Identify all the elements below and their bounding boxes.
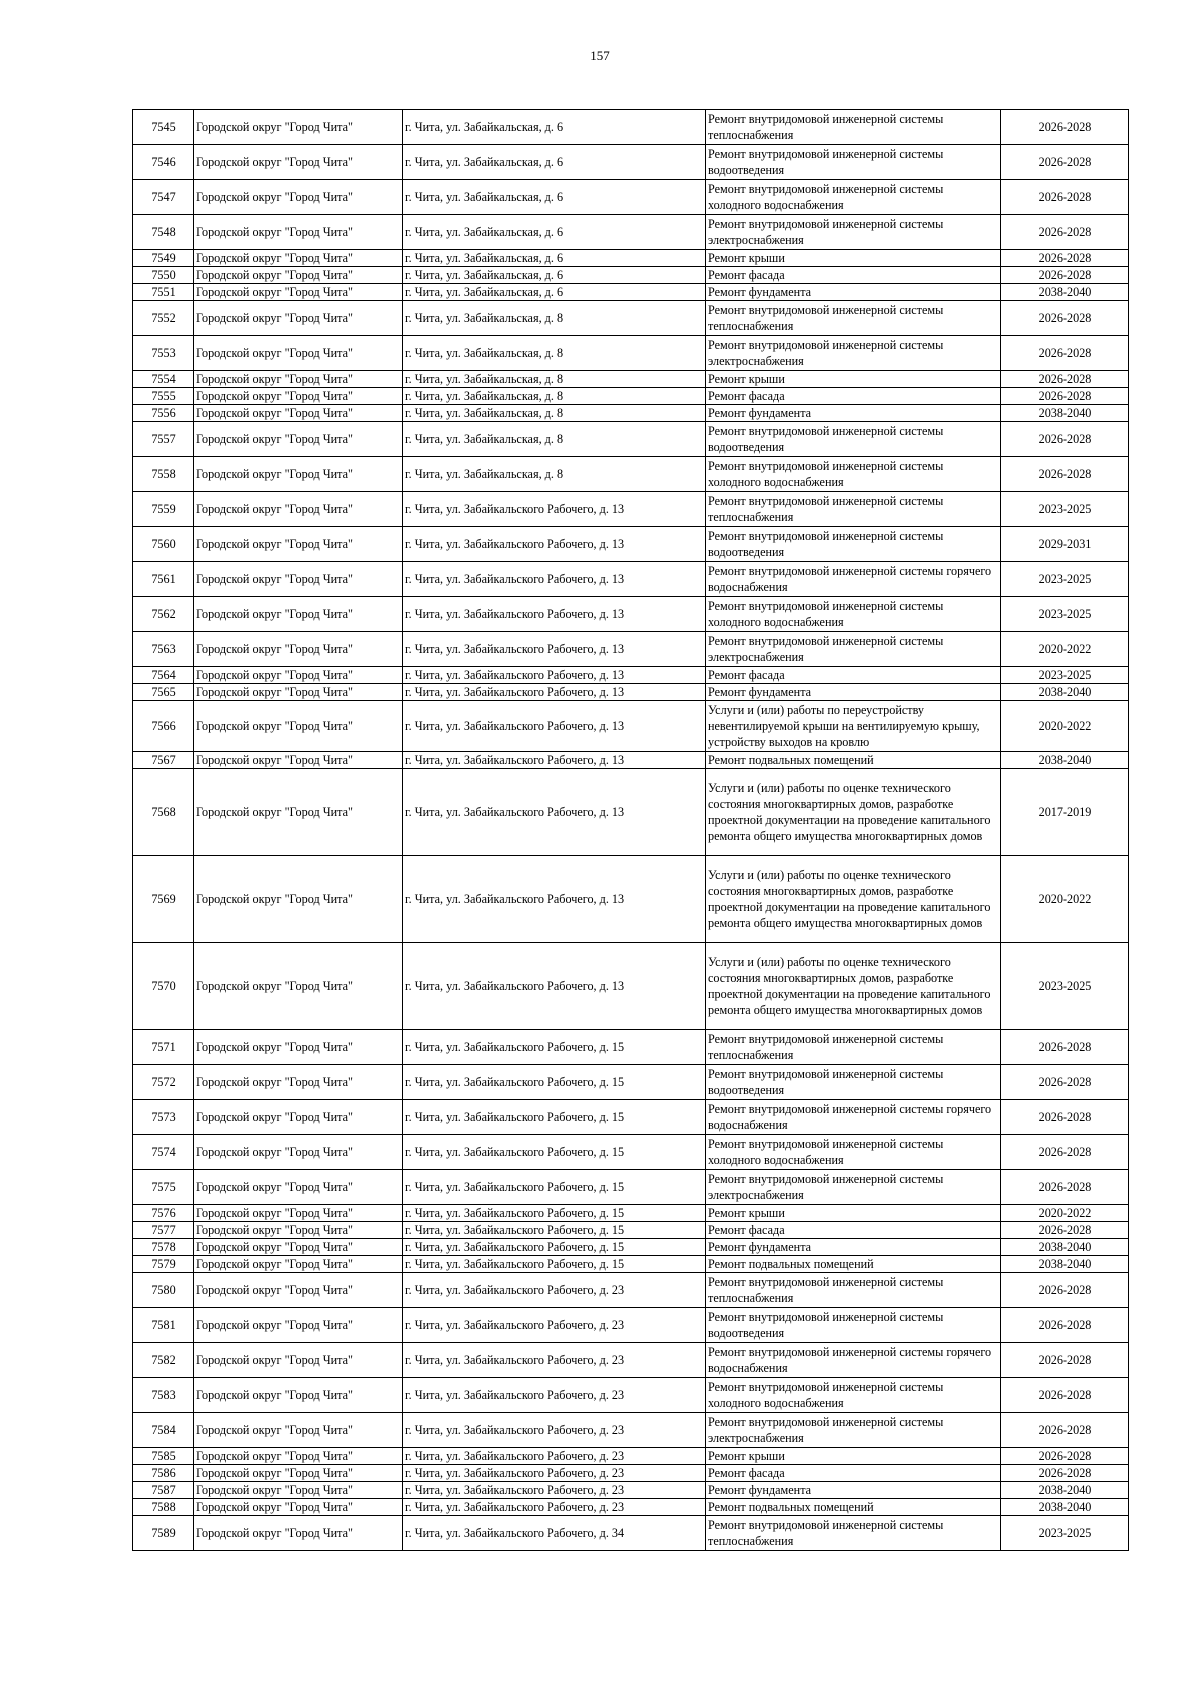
row-number: 7557 [133,422,194,457]
period-cell: 2026-2028 [1001,336,1129,371]
table-row [133,1065,1129,1100]
address-cell: г. Чита, ул. Забайкальского Рабочего, д. 15 [403,1239,706,1256]
work-type-cell: Ремонт внутридомовой инженерной системы теплоснабжения [706,110,1001,145]
work-type-cell: Ремонт внутридомовой инженерной системы горячего водоснабжения [706,1343,1001,1378]
work-type-cell: Ремонт внутридомовой инженерной системы водоотведения [706,422,1001,457]
municipality-cell: Городской округ "Город Чита" [194,597,403,632]
municipality-cell: Городской округ "Город Чита" [194,1499,403,1516]
municipality-cell: Городской округ "Город Чита" [194,632,403,667]
period-cell: 2038-2040 [1001,284,1129,301]
period-cell: 2026-2028 [1001,267,1129,284]
municipality-cell: Городской округ "Город Чита" [194,1465,403,1482]
table-row [133,632,1129,667]
period-cell: 2026-2028 [1001,110,1129,145]
municipality-cell: Городской округ "Город Чита" [194,1239,403,1256]
row-number: 7589 [133,1516,194,1551]
municipality-cell: Городской округ "Город Чита" [194,267,403,284]
work-type-cell: Ремонт внутридомовой инженерной системы электроснабжения [706,632,1001,667]
row-number: 7558 [133,457,194,492]
table-row [133,1239,1129,1256]
row-number: 7577 [133,1222,194,1239]
repair-schedule-table [132,109,1129,1551]
row-number: 7574 [133,1135,194,1170]
work-type-cell: Ремонт внутридомовой инженерной системы водоотведения [706,1065,1001,1100]
address-cell: г. Чита, ул. Забайкальская, д. 8 [403,371,706,388]
period-cell: 2026-2028 [1001,1378,1129,1413]
address-cell: г. Чита, ул. Забайкальского Рабочего, д. 15 [403,1205,706,1222]
work-type-cell: Ремонт фасада [706,667,1001,684]
table-row [133,667,1129,684]
period-cell: 2026-2028 [1001,145,1129,180]
table-row [133,1448,1129,1465]
municipality-cell: Городской округ "Город Чита" [194,1135,403,1170]
period-cell: 2026-2028 [1001,1273,1129,1308]
work-type-cell: Ремонт внутридомовой инженерной системы холодного водоснабжения [706,597,1001,632]
table-row [133,1170,1129,1205]
municipality-cell: Городской округ "Город Чита" [194,180,403,215]
page-number: 157 [590,48,610,63]
address-cell: г. Чита, ул. Забайкальского Рабочего, д. 23 [403,1465,706,1482]
row-number: 7560 [133,527,194,562]
municipality-cell: Городской округ "Город Чита" [194,145,403,180]
work-type-cell: Услуги и (или) работы по переустройству невентилируемой крыши на вентилируемую крышу, устройству выходов на кровлю [706,701,1001,752]
municipality-cell: Городской округ "Город Чита" [194,215,403,250]
table-row [133,371,1129,388]
period-cell: 2038-2040 [1001,1482,1129,1499]
table-row [133,388,1129,405]
work-type-cell: Услуги и (или) работы по оценке технического состояния многоквартирных домов, разработке проектной документации на проведение капитального ремонта общего имущества многоквартирных домов [706,943,1001,1030]
row-number: 7553 [133,336,194,371]
municipality-cell: Городской округ "Город Чита" [194,684,403,701]
work-type-cell: Ремонт внутридомовой инженерной системы электроснабжения [706,1413,1001,1448]
row-number: 7570 [133,943,194,1030]
table-row [133,562,1129,597]
work-type-cell: Ремонт фасада [706,267,1001,284]
work-type-cell: Ремонт внутридомовой инженерной системы теплоснабжения [706,1030,1001,1065]
work-type-cell: Ремонт внутридомовой инженерной системы теплоснабжения [706,492,1001,527]
municipality-cell: Городской округ "Город Чита" [194,701,403,752]
municipality-cell: Городской округ "Город Чита" [194,371,403,388]
address-cell: г. Чита, ул. Забайкальского Рабочего, д. 23 [403,1308,706,1343]
address-cell: г. Чита, ул. Забайкальского Рабочего, д. 15 [403,1135,706,1170]
table-row [133,1100,1129,1135]
period-cell: 2026-2028 [1001,1100,1129,1135]
municipality-cell: Городской округ "Город Чита" [194,1343,403,1378]
row-number: 7551 [133,284,194,301]
municipality-cell: Городской округ "Город Чита" [194,422,403,457]
municipality-cell: Городской округ "Город Чита" [194,1222,403,1239]
period-cell: 2026-2028 [1001,1222,1129,1239]
municipality-cell: Городской округ "Город Чита" [194,1030,403,1065]
address-cell: г. Чита, ул. Забайкальская, д. 6 [403,180,706,215]
municipality-cell: Городской округ "Город Чита" [194,1448,403,1465]
address-cell: г. Чита, ул. Забайкальского Рабочего, д. 15 [403,1065,706,1100]
table-row [133,1308,1129,1343]
municipality-cell: Городской округ "Город Чита" [194,457,403,492]
row-number: 7549 [133,250,194,267]
work-type-cell: Ремонт фундамента [706,1482,1001,1499]
work-type-cell: Ремонт крыши [706,1205,1001,1222]
address-cell: г. Чита, ул. Забайкальского Рабочего, д. 13 [403,684,706,701]
period-cell: 2026-2028 [1001,1065,1129,1100]
period-cell: 2038-2040 [1001,752,1129,769]
address-cell: г. Чита, ул. Забайкальского Рабочего, д. 13 [403,632,706,667]
work-type-cell: Ремонт внутридомовой инженерной системы электроснабжения [706,1170,1001,1205]
municipality-cell: Городской округ "Город Чита" [194,1516,403,1551]
table-row [133,250,1129,267]
municipality-cell: Городской округ "Город Чита" [194,1273,403,1308]
work-type-cell: Ремонт внутридомовой инженерной системы теплоснабжения [706,301,1001,336]
work-type-cell: Ремонт внутридомовой инженерной системы горячего водоснабжения [706,562,1001,597]
address-cell: г. Чита, ул. Забайкальского Рабочего, д. 23 [403,1343,706,1378]
address-cell: г. Чита, ул. Забайкальского Рабочего, д. 13 [403,562,706,597]
period-cell: 2038-2040 [1001,1499,1129,1516]
period-cell: 2023-2025 [1001,667,1129,684]
table-row [133,1516,1129,1551]
work-type-cell: Ремонт внутридомовой инженерной системы электроснабжения [706,336,1001,371]
address-cell: г. Чита, ул. Забайкальская, д. 6 [403,215,706,250]
table-row [133,597,1129,632]
table-row [133,527,1129,562]
row-number: 7575 [133,1170,194,1205]
address-cell: г. Чита, ул. Забайкальская, д. 6 [403,110,706,145]
address-cell: г. Чита, ул. Забайкальская, д. 6 [403,250,706,267]
table-row [133,1465,1129,1482]
municipality-cell: Городской округ "Город Чита" [194,110,403,145]
address-cell: г. Чита, ул. Забайкальская, д. 8 [403,336,706,371]
period-cell: 2026-2028 [1001,422,1129,457]
table-row [133,856,1129,943]
municipality-cell: Городской округ "Город Чита" [194,667,403,684]
row-number: 7578 [133,1239,194,1256]
work-type-cell: Ремонт подвальных помещений [706,752,1001,769]
table-row [133,1499,1129,1516]
table-row [133,1482,1129,1499]
row-number: 7545 [133,110,194,145]
period-cell: 2026-2028 [1001,457,1129,492]
period-cell: 2026-2028 [1001,301,1129,336]
period-cell: 2026-2028 [1001,250,1129,267]
table-row [133,284,1129,301]
work-type-cell: Услуги и (или) работы по оценке технического состояния многоквартирных домов, разработке проектной документации на проведение капитального ремонта общего имущества многоквартирных домов [706,856,1001,943]
table-row [133,1030,1129,1065]
period-cell: 2026-2028 [1001,1343,1129,1378]
period-cell: 2020-2022 [1001,632,1129,667]
address-cell: г. Чита, ул. Забайкальская, д. 8 [403,388,706,405]
work-type-cell: Ремонт крыши [706,371,1001,388]
period-cell: 2026-2028 [1001,1448,1129,1465]
period-cell: 2026-2028 [1001,371,1129,388]
address-cell: г. Чита, ул. Забайкальского Рабочего, д. 23 [403,1482,706,1499]
address-cell: г. Чита, ул. Забайкальского Рабочего, д. 13 [403,667,706,684]
table-row [133,422,1129,457]
period-cell: 2020-2022 [1001,856,1129,943]
address-cell: г. Чита, ул. Забайкальская, д. 8 [403,405,706,422]
address-cell: г. Чита, ул. Забайкальского Рабочего, д. 13 [403,769,706,856]
table-row [133,1378,1129,1413]
table-row [133,1205,1129,1222]
table-row [133,110,1129,145]
period-cell: 2026-2028 [1001,1135,1129,1170]
period-cell: 2023-2025 [1001,492,1129,527]
row-number: 7561 [133,562,194,597]
row-number: 7554 [133,371,194,388]
work-type-cell: Ремонт крыши [706,1448,1001,1465]
table-row [133,215,1129,250]
work-type-cell: Ремонт фундамента [706,284,1001,301]
municipality-cell: Городской округ "Город Чита" [194,562,403,597]
address-cell: г. Чита, ул. Забайкальская, д. 6 [403,284,706,301]
work-type-cell: Ремонт внутридомовой инженерной системы холодного водоснабжения [706,457,1001,492]
row-number: 7572 [133,1065,194,1100]
table-row [133,769,1129,856]
row-number: 7571 [133,1030,194,1065]
period-cell: 2038-2040 [1001,405,1129,422]
row-number: 7562 [133,597,194,632]
address-cell: г. Чита, ул. Забайкальского Рабочего, д. 13 [403,701,706,752]
period-cell: 2026-2028 [1001,180,1129,215]
row-number: 7581 [133,1308,194,1343]
row-number: 7588 [133,1499,194,1516]
work-type-cell: Ремонт внутридомовой инженерной системы теплоснабжения [706,1516,1001,1551]
work-type-cell: Услуги и (или) работы по оценке технического состояния многоквартирных домов, разработке проектной документации на проведение капитального ремонта общего имущества многоквартирных домов [706,769,1001,856]
row-number: 7586 [133,1465,194,1482]
work-type-cell: Ремонт внутридомовой инженерной системы электроснабжения [706,215,1001,250]
period-cell: 2026-2028 [1001,1308,1129,1343]
municipality-cell: Городской округ "Город Чита" [194,856,403,943]
address-cell: г. Чита, ул. Забайкальская, д. 8 [403,422,706,457]
period-cell: 2023-2025 [1001,597,1129,632]
address-cell: г. Чита, ул. Забайкальская, д. 6 [403,145,706,180]
address-cell: г. Чита, ул. Забайкальского Рабочего, д. 13 [403,856,706,943]
row-number: 7566 [133,701,194,752]
work-type-cell: Ремонт внутридомовой инженерной системы холодного водоснабжения [706,1135,1001,1170]
address-cell: г. Чита, ул. Забайкальского Рабочего, д. 34 [403,1516,706,1551]
municipality-cell: Городской округ "Город Чита" [194,1100,403,1135]
municipality-cell: Городской округ "Город Чита" [194,1413,403,1448]
address-cell: г. Чита, ул. Забайкальского Рабочего, д. 15 [403,1030,706,1065]
period-cell: 2026-2028 [1001,1465,1129,1482]
municipality-cell: Городской округ "Город Чита" [194,1308,403,1343]
row-number: 7552 [133,301,194,336]
work-type-cell: Ремонт внутридомовой инженерной системы водоотведения [706,527,1001,562]
table-row [133,684,1129,701]
municipality-cell: Городской округ "Город Чита" [194,1256,403,1273]
row-number: 7546 [133,145,194,180]
municipality-cell: Городской округ "Город Чита" [194,1065,403,1100]
table-row [133,701,1129,752]
table-row [133,457,1129,492]
row-number: 7584 [133,1413,194,1448]
municipality-cell: Городской округ "Город Чита" [194,284,403,301]
address-cell: г. Чита, ул. Забайкальского Рабочего, д. 13 [403,492,706,527]
row-number: 7555 [133,388,194,405]
municipality-cell: Городской округ "Город Чита" [194,943,403,1030]
address-cell: г. Чита, ул. Забайкальского Рабочего, д. 23 [403,1499,706,1516]
address-cell: г. Чита, ул. Забайкальского Рабочего, д. 23 [403,1378,706,1413]
work-type-cell: Ремонт фасада [706,1222,1001,1239]
work-type-cell: Ремонт внутридомовой инженерной системы горячего водоснабжения [706,1100,1001,1135]
work-type-cell: Ремонт внутридомовой инженерной системы холодного водоснабжения [706,180,1001,215]
period-cell: 2026-2028 [1001,388,1129,405]
period-cell: 2020-2022 [1001,701,1129,752]
work-type-cell: Ремонт подвальных помещений [706,1256,1001,1273]
work-type-cell: Ремонт крыши [706,250,1001,267]
row-number: 7568 [133,769,194,856]
period-cell: 2026-2028 [1001,1030,1129,1065]
municipality-cell: Городской округ "Город Чита" [194,336,403,371]
table-row [133,752,1129,769]
row-number: 7579 [133,1256,194,1273]
work-type-cell: Ремонт фундамента [706,405,1001,422]
table-row [133,943,1129,1030]
row-number: 7580 [133,1273,194,1308]
table-row [133,1135,1129,1170]
table-body [133,110,1129,1551]
address-cell: г. Чита, ул. Забайкальская, д. 8 [403,457,706,492]
row-number: 7563 [133,632,194,667]
address-cell: г. Чита, ул. Забайкальского Рабочего, д. 13 [403,527,706,562]
work-type-cell: Ремонт фундамента [706,684,1001,701]
table-row [133,180,1129,215]
municipality-cell: Городской округ "Город Чита" [194,1378,403,1413]
period-cell: 2023-2025 [1001,562,1129,597]
municipality-cell: Городской округ "Город Чита" [194,388,403,405]
table-row [133,1343,1129,1378]
address-cell: г. Чита, ул. Забайкальского Рабочего, д. 15 [403,1222,706,1239]
municipality-cell: Городской округ "Город Чита" [194,769,403,856]
period-cell: 2026-2028 [1001,215,1129,250]
table-row [133,492,1129,527]
work-type-cell: Ремонт фундамента [706,1239,1001,1256]
row-number: 7565 [133,684,194,701]
row-number: 7583 [133,1378,194,1413]
row-number: 7556 [133,405,194,422]
municipality-cell: Городской округ "Город Чита" [194,250,403,267]
row-number: 7587 [133,1482,194,1499]
work-type-cell: Ремонт внутридомовой инженерной системы теплоснабжения [706,1273,1001,1308]
municipality-cell: Городской округ "Город Чита" [194,1482,403,1499]
period-cell: 2020-2022 [1001,1205,1129,1222]
period-cell: 2029-2031 [1001,527,1129,562]
table-row [133,301,1129,336]
work-type-cell: Ремонт внутридомовой инженерной системы водоотведения [706,145,1001,180]
address-cell: г. Чита, ул. Забайкальского Рабочего, д. 13 [403,597,706,632]
row-number: 7547 [133,180,194,215]
work-type-cell: Ремонт внутридомовой инженерной системы холодного водоснабжения [706,1378,1001,1413]
address-cell: г. Чита, ул. Забайкальского Рабочего, д. 15 [403,1100,706,1135]
row-number: 7567 [133,752,194,769]
municipality-cell: Городской округ "Город Чита" [194,1205,403,1222]
address-cell: г. Чита, ул. Забайкальского Рабочего, д. 13 [403,752,706,769]
municipality-cell: Городской округ "Город Чита" [194,1170,403,1205]
municipality-cell: Городской округ "Город Чита" [194,492,403,527]
table-row [133,145,1129,180]
address-cell: г. Чита, ул. Забайкальского Рабочего, д. 23 [403,1273,706,1308]
work-type-cell: Ремонт внутридомовой инженерной системы водоотведения [706,1308,1001,1343]
municipality-cell: Городской округ "Город Чита" [194,405,403,422]
row-number: 7564 [133,667,194,684]
row-number: 7550 [133,267,194,284]
row-number: 7573 [133,1100,194,1135]
municipality-cell: Городской округ "Город Чита" [194,752,403,769]
address-cell: г. Чита, ул. Забайкальского Рабочего, д. 23 [403,1448,706,1465]
row-number: 7559 [133,492,194,527]
table-row [133,1273,1129,1308]
address-cell: г. Чита, ул. Забайкальского Рабочего, д. 15 [403,1170,706,1205]
period-cell: 2038-2040 [1001,1239,1129,1256]
work-type-cell: Ремонт фасада [706,388,1001,405]
address-cell: г. Чита, ул. Забайкальского Рабочего, д. 23 [403,1413,706,1448]
period-cell: 2026-2028 [1001,1413,1129,1448]
address-cell: г. Чита, ул. Забайкальская, д. 6 [403,267,706,284]
row-number: 7585 [133,1448,194,1465]
address-cell: г. Чита, ул. Забайкальского Рабочего, д. 15 [403,1256,706,1273]
work-type-cell: Ремонт подвальных помещений [706,1499,1001,1516]
period-cell: 2023-2025 [1001,1516,1129,1551]
period-cell: 2023-2025 [1001,943,1129,1030]
row-number: 7548 [133,215,194,250]
table-row [133,336,1129,371]
period-cell: 2038-2040 [1001,1256,1129,1273]
address-cell: г. Чита, ул. Забайкальская, д. 8 [403,301,706,336]
table-row [133,405,1129,422]
address-cell: г. Чита, ул. Забайкальского Рабочего, д. 13 [403,943,706,1030]
row-number: 7582 [133,1343,194,1378]
period-cell: 2017-2019 [1001,769,1129,856]
period-cell: 2038-2040 [1001,684,1129,701]
table-row [133,1256,1129,1273]
table-row [133,267,1129,284]
table-row [133,1413,1129,1448]
municipality-cell: Городской округ "Город Чита" [194,527,403,562]
municipality-cell: Городской округ "Город Чита" [194,301,403,336]
period-cell: 2026-2028 [1001,1170,1129,1205]
row-number: 7569 [133,856,194,943]
row-number: 7576 [133,1205,194,1222]
work-type-cell: Ремонт фасада [706,1465,1001,1482]
table-row [133,1222,1129,1239]
